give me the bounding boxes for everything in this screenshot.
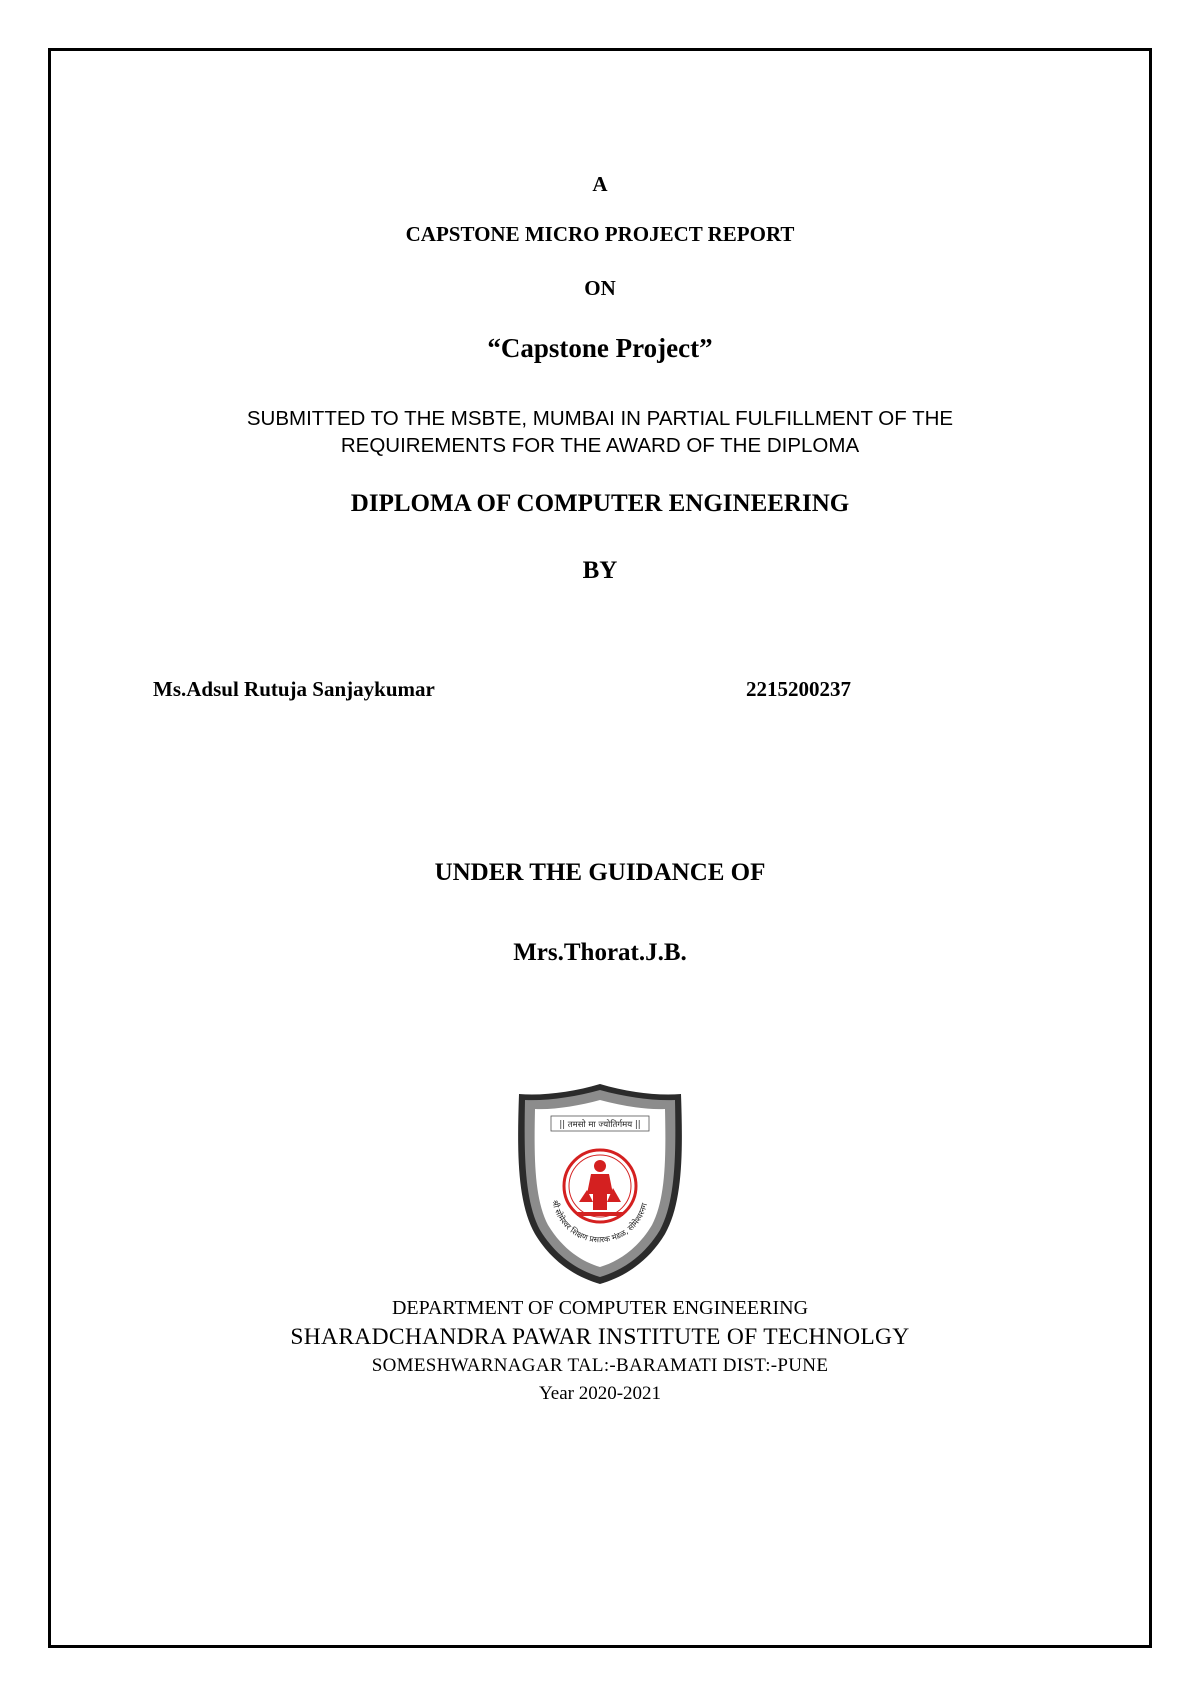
project-title: “Capstone Project” bbox=[487, 333, 713, 363]
guidance-heading: UNDER THE GUIDANCE OF bbox=[434, 859, 766, 886]
guide-name: Mrs.Thorat.J.B. bbox=[513, 939, 687, 966]
by-label: BY bbox=[582, 557, 618, 584]
institute-logo bbox=[513, 1082, 687, 1286]
title-on: ON bbox=[584, 276, 616, 300]
submission-statement bbox=[0, 405, 1200, 459]
student-roll-number: 2215200237 bbox=[746, 677, 851, 701]
institute-location: SOMESHWARNAGAR TAL:-BARAMATI DIST:-PUNE bbox=[371, 1355, 829, 1376]
academic-year: Year 2020-2021 bbox=[538, 1383, 662, 1404]
institute-name: SHARADCHANDRA PAWAR INSTITUTE OF TECHNOLGY bbox=[290, 1324, 910, 1350]
title-article: A bbox=[592, 172, 608, 196]
department-name: DEPARTMENT OF COMPUTER ENGINEERING bbox=[391, 1297, 809, 1319]
logo-motto: || तमसो मा ज्योतिर्गमय || bbox=[559, 1120, 641, 1130]
report-type: CAPSTONE MICRO PROJECT REPORT bbox=[405, 222, 795, 246]
submission-line-1: SUBMITTED TO THE MSBTE, MUMBAI IN PARTIAL FULFILLMENT OF THE bbox=[246, 407, 954, 430]
diploma-title: DIPLOMA OF COMPUTER ENGINEERING bbox=[350, 490, 850, 517]
logo-ring-text: श्री सोमेश्वर शिक्षण प्रसारक मंडळ, सोमेश्वरनग bbox=[550, 1199, 650, 1245]
student-name: Ms.Adsul Rutuja Sanjaykumar bbox=[153, 677, 435, 701]
submission-line-2: REQUIREMENTS FOR THE AWARD OF THE DIPLOMA bbox=[340, 434, 860, 457]
